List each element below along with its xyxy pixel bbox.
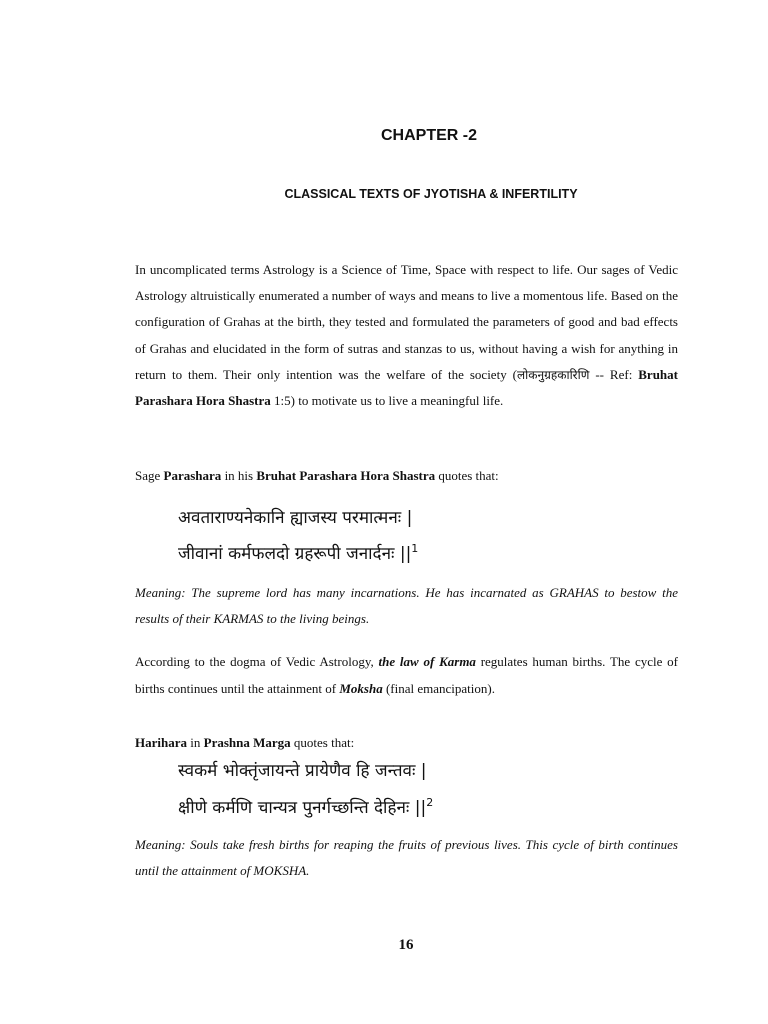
quote-intro-text-mid: in his: [221, 468, 257, 483]
moksha-term: Moksha: [339, 681, 383, 696]
verse2-line2: [178, 795, 433, 818]
karma-text: According to the dogma of Vedic Astrology,: [135, 654, 379, 669]
sage-name: Parashara: [163, 468, 222, 483]
chapter-subtitle: CLASSICAL TEXTS OF JYOTISHA & INFERTILITY: [284, 187, 578, 201]
law-of-karma: the law of Karma: [378, 654, 476, 669]
quote-intro-text: Sage: [135, 468, 164, 483]
intro-text-ref: -- Ref:: [589, 366, 639, 382]
verse1-line1: अवताराण्यनेकानि ह्याजस्य परमात्मनः |: [178, 508, 413, 528]
quote-intro-paragraph: [135, 463, 678, 489]
harihara-text-end: quotes that:: [290, 735, 355, 750]
prashna-marga-name: Prashna Marga: [203, 735, 291, 750]
intro-paragraph: [135, 257, 678, 414]
sanskrit-term: लोकनुग्रहकारिणि: [516, 367, 590, 382]
verse2-meaning: Meaning: Souls take fresh births for reaping the fruits of previous lives. This cycle of birth continues until the attainment of MOKSHA.: [135, 837, 678, 879]
verse2-line1: स्वकर्म भोक्तृंजायन्ते प्रायेणैव हि जन्तवः |: [178, 761, 427, 781]
karma-text-mid: regulates human births. The cycle of births continues until the attainment of: [135, 654, 678, 696]
verse1-line2: [178, 541, 418, 564]
book-name: Bruhat Parashara Hora Shastra: [256, 468, 436, 483]
intro-text: In uncomplicated terms Astrology is a Science of Time, Space with respect to life. Our sages of Vedic Astrology altruistically enumerated a number of ways and means to live a momentous life. Based on the configuration of Grahas at the birth, they tested and formulated the parameters of good and bad effects of Grahas and elucidated in the form of sutras and stanzas to us, without having a wish for anything in return to them. Their only intention was the welfare of the society (: [135, 262, 678, 382]
intro-text-end: 1:5) to motivate us to live a meaningful life.: [270, 393, 504, 409]
chapter-title: CHAPTER -2: [380, 127, 477, 144]
harihara-name: Harihara: [135, 735, 187, 750]
verse1-line2-text: जीवानां कर्मफलदो ग्रहरूपी जनार्दनः ||: [178, 544, 412, 564]
page-number: 16: [398, 937, 414, 953]
footnote-marker: 1: [411, 542, 419, 555]
verse2-line2-text: क्षीणे कर्मणि चान्यत्र पुनर्गच्छन्ति देहिनः ||: [178, 798, 427, 818]
karma-text-end: (final emancipation).: [382, 681, 495, 696]
harihara-text: in: [187, 735, 204, 750]
karma-paragraph: [135, 648, 678, 702]
harihara-paragraph: [135, 730, 678, 756]
reference-book: Bruhat Parashara Hora Shastra: [135, 366, 678, 409]
footnote-marker: 2: [426, 796, 434, 809]
verse1-meaning: Meaning: The supreme lord has many incarnations. He has incarnated as GRAHAS to bestow the results of their KARMAS to the living beings.: [135, 585, 678, 627]
quote-intro-text-end: quotes that:: [435, 468, 499, 483]
